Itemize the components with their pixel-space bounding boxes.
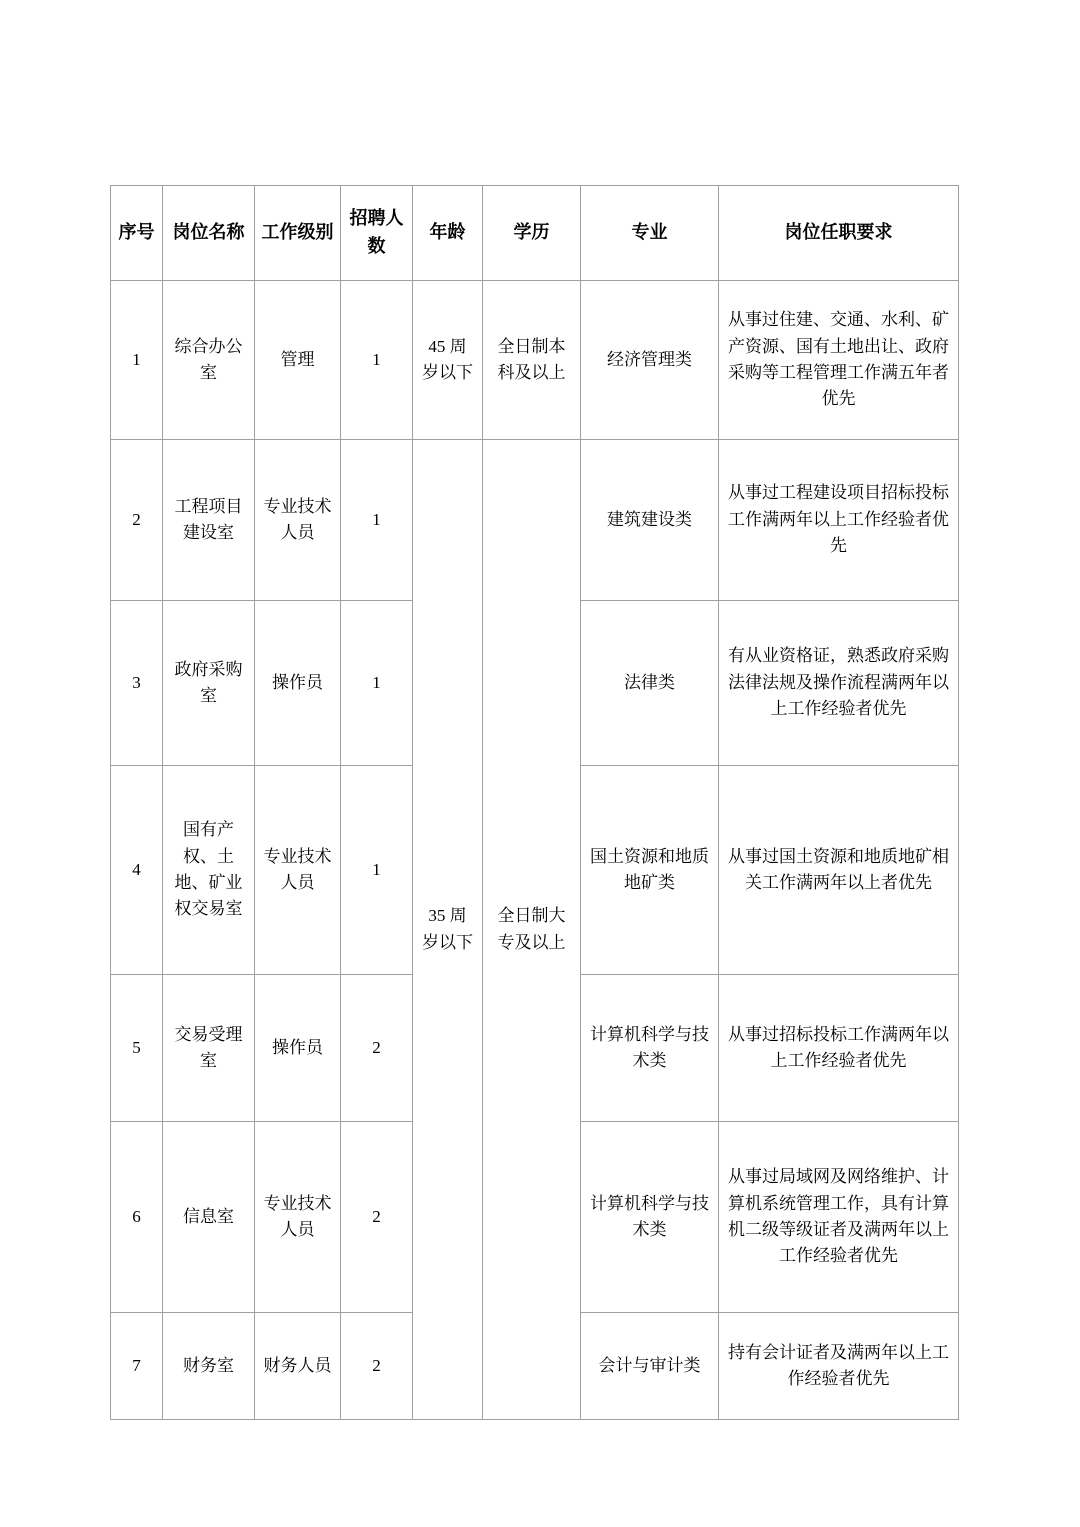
cell-age-group-1: 45 周岁以下: [413, 281, 483, 440]
column-header-work-level: 工作级别: [255, 186, 341, 281]
cell-index: 5: [111, 975, 163, 1122]
table-row: [111, 440, 959, 601]
cell-work-level: 专业技术人员: [255, 1122, 341, 1313]
cell-major: 计算机科学与技术类: [581, 1122, 719, 1313]
cell-index: 4: [111, 766, 163, 975]
cell-major: 会计与审计类: [581, 1313, 719, 1420]
column-header-index: 序号: [111, 186, 163, 281]
cell-education-group-2: 全日制大专及以上: [483, 440, 581, 1420]
column-header-recruit-count: 招聘人数: [341, 186, 413, 281]
cell-work-level: 专业技术人员: [255, 766, 341, 975]
cell-requirement: 有从业资格证，熟悉政府采购法律法规及操作流程满两年以上工作经验者优先: [719, 601, 959, 766]
cell-index: 3: [111, 601, 163, 766]
table-header: [111, 186, 959, 281]
cell-major: 建筑建设类: [581, 440, 719, 601]
table-row: [111, 281, 959, 440]
cell-major: 经济管理类: [581, 281, 719, 440]
cell-post-name: 工程项目建设室: [163, 440, 255, 601]
cell-recruit-count: 1: [341, 766, 413, 975]
cell-post-name: 国有产权、土地、矿业权交易室: [163, 766, 255, 975]
cell-major: 计算机科学与技术类: [581, 975, 719, 1122]
cell-recruit-count: 1: [341, 281, 413, 440]
cell-age-group-2: 35 周岁以下: [413, 440, 483, 1420]
column-header-age: 年龄: [413, 186, 483, 281]
cell-index: 6: [111, 1122, 163, 1313]
cell-index: 1: [111, 281, 163, 440]
cell-major: 国土资源和地质地矿类: [581, 766, 719, 975]
cell-requirement: 从事过工程建设项目招标投标工作满两年以上工作经验者优先: [719, 440, 959, 601]
cell-recruit-count: 2: [341, 975, 413, 1122]
cell-post-name: 综合办公室: [163, 281, 255, 440]
cell-post-name: 财务室: [163, 1313, 255, 1420]
column-header-major: 专业: [581, 186, 719, 281]
cell-requirement: 持有会计证者及满两年以上工作经验者优先: [719, 1313, 959, 1420]
cell-recruit-count: 1: [341, 440, 413, 601]
cell-requirement: 从事过局域网及网络维护、计算机系统管理工作，具有计算机二级等级证者及满两年以上工作经验者优先: [719, 1122, 959, 1313]
cell-recruit-count: 2: [341, 1313, 413, 1420]
cell-education-group-1: 全日制本科及以上: [483, 281, 581, 440]
column-header-requirement: 岗位任职要求: [719, 186, 959, 281]
cell-work-level: 财务人员: [255, 1313, 341, 1420]
column-header-education: 学历: [483, 186, 581, 281]
cell-post-name: 交易受理室: [163, 975, 255, 1122]
cell-index: 7: [111, 1313, 163, 1420]
cell-post-name: 政府采购室: [163, 601, 255, 766]
cell-recruit-count: 1: [341, 601, 413, 766]
cell-requirement: 从事过招标投标工作满两年以上工作经验者优先: [719, 975, 959, 1122]
cell-work-level: 操作员: [255, 975, 341, 1122]
cell-requirement: 从事过住建、交通、水利、矿产资源、国有土地出让、政府采购等工程管理工作满五年者优先: [719, 281, 959, 440]
cell-work-level: 操作员: [255, 601, 341, 766]
cell-post-name: 信息室: [163, 1122, 255, 1313]
cell-requirement: 从事过国土资源和地质地矿相关工作满两年以上者优先: [719, 766, 959, 975]
cell-work-level: 管理: [255, 281, 341, 440]
cell-index: 2: [111, 440, 163, 601]
cell-major: 法律类: [581, 601, 719, 766]
column-header-post-name: 岗位名称: [163, 186, 255, 281]
recruitment-table: [110, 185, 959, 1420]
table-header-row: [111, 186, 959, 281]
cell-recruit-count: 2: [341, 1122, 413, 1313]
table-body: [111, 281, 959, 1420]
cell-work-level: 专业技术人员: [255, 440, 341, 601]
recruitment-table-wrapper: [110, 185, 958, 1420]
